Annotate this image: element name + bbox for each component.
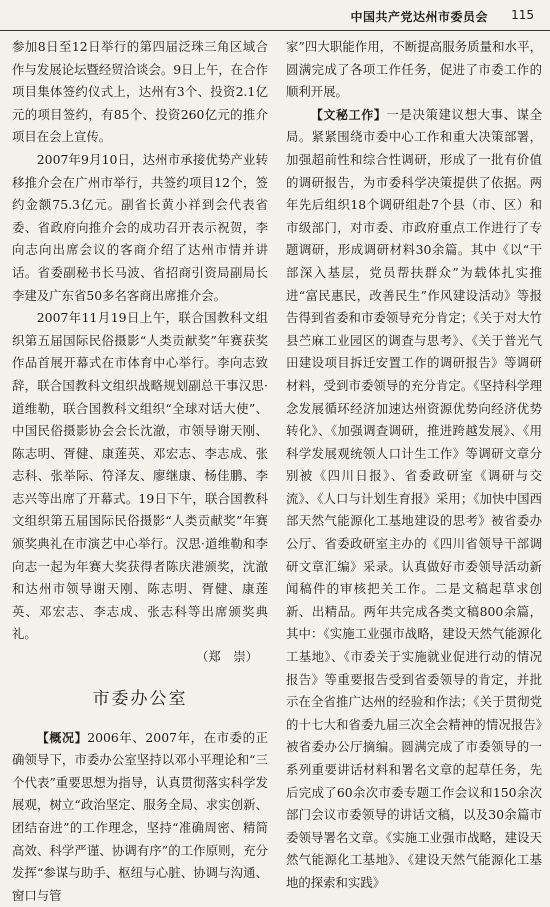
- author-signature: （郑 崇）: [196, 649, 258, 665]
- paragraph: 参加8日至12日举行的第四届泛珠三角区域合作与发展论坛暨经贸洽谈会。9日上午，在合作项目集体签约仪式上，达州有3个、投资2.1亿元的项目签约，有85个、投资260亿元的推介项目在会上宣传。: [12, 39, 268, 145]
- paragraph: 2007年11月19日上午，联合国教科文组织第五届国际民俗摄影“人类贡献奖”年赛获奖作品首展开幕式在市体育中心举行。李向志致辞，联合国教科文组织战略规划副总干事汉思·道维勒，联合国教科文组织“全球对话大使”、中国民俗摄影协会会长沈澈，市领导谢天刚、陈志明、胥健、康莲英、邓宏志、李志成、张志科、张举际、符泽友、廖继康、杨佳鹏、李志兴等出席了开幕式。19日下午，联合国教科文组织第五届国际民俗摄影“人类贡献奖”年赛颁奖典礼在市演艺中心举行。汉思·道维勒和李向志一起为年赛大奖获得者陈庆港颁奖，沈澈和达州市领导谢天刚、陈志明、胥健、康莲英、邓宏志、李志成、张志科等出席颁奖典礼。: [12, 310, 268, 642]
- paragraph-tag: 【文秘工作】: [310, 107, 387, 122]
- paragraph: 2007年9月10日，达州市承接优势产业转移推介会在广州市举行，共签约项目12个，签约金额75.3亿元。副省长黄小祥到会代表省委、省政府向推介会的成功召开表示祝贺，李向志向出席会议的客商介绍了达州市情并讲话。省委副秘书长马波、省招商引资局副局长李建及广东省50多名客商出席推介会。: [12, 151, 268, 303]
- paragraph-text: 一是决策建议想大事、谋全局。紧紧围绕市委中心工作和重大决策部署，加强超前性和综合性调研，形成了一批有价值的调研报告，为市委科学决策提供了依据。两年先后组织18个调研组赴7个县（市、区）和市级部门，对市委、市政府重点工作进行了专题调研，形成调研材料30余篇。其中《以“干部深入基层，党员帮扶群众”为载体扎实推进“富民惠民，改善民生”作风建设活动》等报告得到省委和市委领导充分肯定；《关于对大竹县苎麻工业园区的调查与思考》、《关于普光气田建设项目拆迁安置工作的调研报告》等调研材料，受到市委领导的充分肯定。《坚持科学理念发展循环经济加速达州资源优势向经济优势转化》、《加强调查调研，推进跨越发展》、《用科学发展观统领人口计生工作》等调研文章分别被《四川日报》、省委政研室《调研与交流》、《人口与计划生育报》采用；《加快中国西部天然气能源化工基地建设的思考》被省委办公厅、省委政研室主办的《四川省领导干部调研文章汇编》采录。认真做好市委领导活动新闻稿件的审核把关工作。二是文稿起草求创新、出精品。两年共完成各类文稿800余篇，其中：《实施工业强市战略，建设天然气能源化工基地》、《市委关于实施就业促进行动的情况报告》等重要报告受到省委领导的肯定，并批示在全省推广达州的经验和作法；《关于贯彻党的十七大和省委九届三次全会精神的情况报告》被省委办公厅摘编。圆满完成了市委领导的一系列重要讲话材料和署名文章的起草任务，先后完成了60余次市委专题工作会议和150余次部门会议市委领导的讲话文稿，以及30余篇市委领导署名文章。《实施工业强市战略，建设天然气能源化工基地》、《建设天然气能源化工基地的探索和实践》: [286, 106, 542, 890]
- page-header: [0, 0, 550, 31]
- paragraph-text: 2006年、2007年，在市委的正确领导下，市委办公室坚持以邓小平理论和“三个代表”重要思想为指导，认真贯彻落实科学发展观，树立“政治坚定、服务全局、求实创新、团结奋进”的工作理念，坚持“准确周密、精简高效、科学严谨、协调有序”的工作原则，充分发挥“参谋与助手、枢纽与心脏、协调与沟通、窗口与管: [12, 729, 268, 903]
- page-number: 115: [511, 8, 534, 22]
- paragraph: [12, 727, 268, 907]
- paragraph: 家”四大职能作用，不断提高服务质量和水平，圆满完成了各项工作任务，促进了市委工作的顺利开展。: [286, 39, 542, 100]
- right-column: [286, 36, 542, 895]
- left-column: [12, 36, 268, 907]
- paragraph: [286, 104, 542, 895]
- section-title: 市委办公室: [92, 688, 188, 709]
- paragraph-tag: 【概况】: [36, 730, 88, 745]
- running-title: 中国共产党达州市委员会: [350, 10, 488, 24]
